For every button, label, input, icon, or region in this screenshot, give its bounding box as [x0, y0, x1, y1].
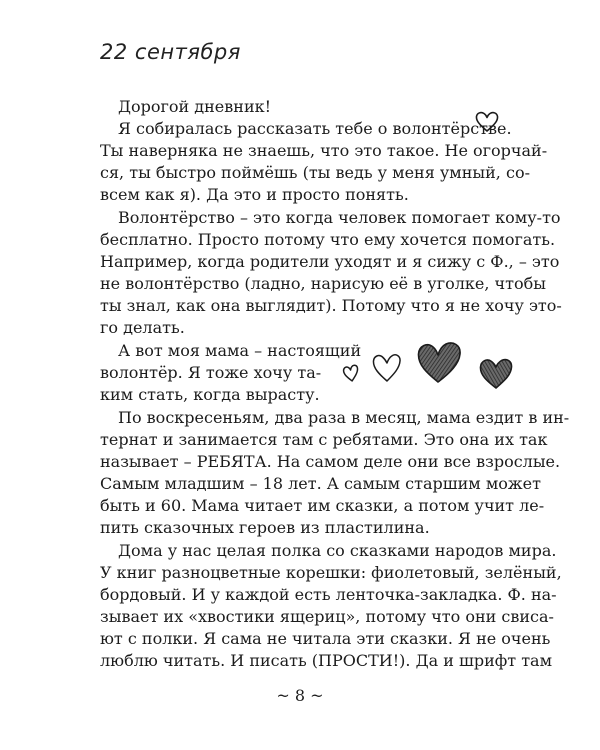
text-line: го делать.	[100, 318, 185, 337]
text-line: не волонтёрство (ладно, нарисую её в уголке, чтобы	[100, 274, 546, 293]
text-line: ся, ты быстро поймёшь (ты ведь у меня умный, со-	[100, 163, 530, 182]
text-line: Дома у нас целая полка со сказками народов мира.	[118, 541, 557, 560]
text-line: А вот моя мама – настоящий	[118, 341, 362, 360]
text-line: называет – РЕБЯТА. На самом деле они все взрослые.	[100, 452, 561, 471]
text-line: бесплатно. Просто потому что ему хочется помогать.	[100, 230, 556, 249]
text-line: ким стать, когда вырасту.	[100, 385, 320, 404]
text-line: тернат и занимается там с ребятами. Это она их так	[100, 430, 548, 449]
text-line: быть и 60. Мама читает им сказки, а потом учит ле-	[100, 496, 545, 515]
heart-filled-icon	[414, 338, 466, 384]
text-line: люблю читать. И писать (ПРОСТИ!). Да и шрифт там	[100, 651, 553, 670]
text-line: бордовый. И у каждой есть ленточка-закладка. Ф. на-	[100, 585, 557, 604]
text-line: волонтёр. Я тоже хочу та-	[100, 363, 322, 382]
text-line: зывает их «хвостики ящериц», потому что они свиса-	[100, 607, 554, 626]
text-line: Дорогой дневник!	[118, 97, 272, 116]
heart-outline-icon	[370, 350, 404, 384]
text-line: У книг разноцветные корешки: фиолетовый, зелёный,	[100, 563, 562, 582]
heart-outline-icon	[474, 110, 500, 134]
text-line: пить сказочных героев из пластилина.	[100, 518, 430, 537]
text-line: Например, когда родители уходят и я сижу с Ф., – это	[100, 252, 560, 271]
text-line: всем как я). Да это и просто понять.	[100, 185, 409, 204]
text-line: ют с полки. Я сама не читала эти сказки. Я не очень	[100, 629, 551, 648]
heart-filled-icon	[476, 353, 516, 391]
heart-small-outline-icon	[342, 363, 360, 383]
text-line: Ты наверняка не знаешь, что это такое. Не огорчай-	[100, 141, 548, 160]
text-line: Волонтёрство – это когда человек помогает кому-то	[118, 208, 561, 227]
text-line: По воскресеньям, два раза в месяц, мама ездит в ин-	[118, 408, 570, 427]
page-number: ~ 8 ~	[276, 686, 324, 705]
text-line: Я собиралась рассказать тебе о волонтёрстве.	[118, 119, 512, 138]
text-line: Самым младшим – 18 лет. А самым старшим может	[100, 474, 541, 493]
diary-date: 22 сентября	[100, 40, 241, 64]
text-line: ты знал, как она выглядит). Потому что я не хочу это-	[100, 296, 562, 315]
